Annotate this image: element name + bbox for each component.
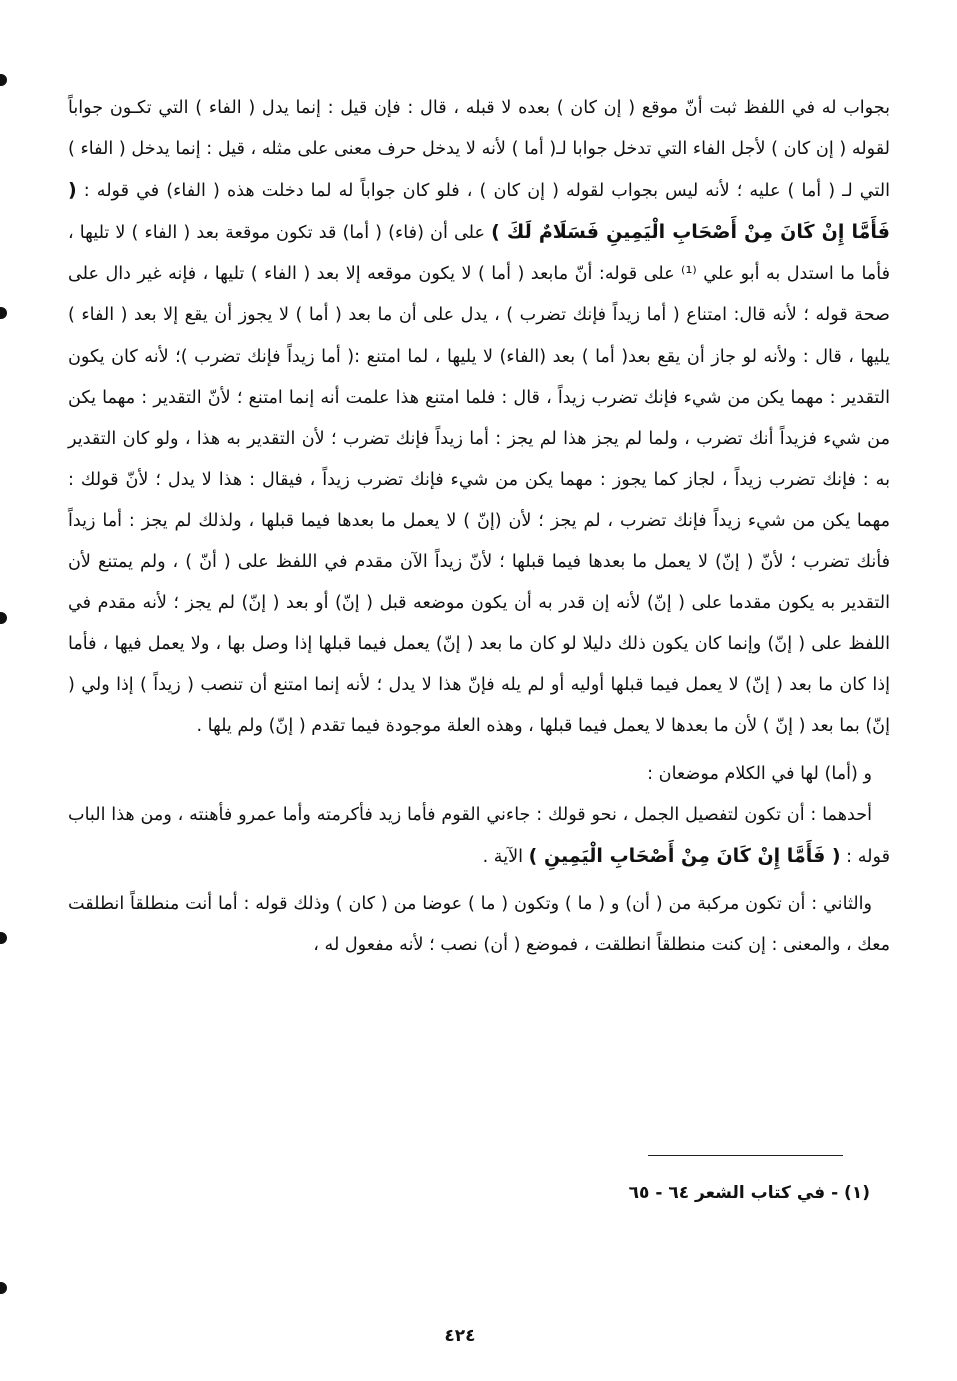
footnote-divider bbox=[648, 1155, 843, 1156]
main-text-block bbox=[68, 88, 890, 966]
paragraph-1 bbox=[68, 88, 890, 748]
footnote: (١) - في كتاب الشعر ٦٤ - ٦٥ bbox=[628, 1183, 870, 1203]
paragraph-4 bbox=[68, 884, 890, 966]
scan-edge-mark bbox=[0, 1282, 7, 1294]
scan-edge-mark bbox=[0, 612, 7, 624]
paragraph-1-text-a: بجواب له في اللفظ ثبت أنّ موقع ( إن كان ) بعده لا قبله ، قال : فإن قيل : إنما يدل ( الفاء ) التي تكـون جواباً لقوله ( إن كان ) لأجل الفاء التي تدخل جوابا لـ( أما ) لأنه لا يدخل حرف معنى على مثله ، قيل : إنما يدخل ( الفاء ) التي لـ ( أما ) عليه ؛ لأنه ليس بجواب لقوله ( إن كان ) ، فلو كان جواباً له لما دخلت هذه ( الفاء) في قوله : bbox=[68, 98, 890, 202]
scan-edge-mark bbox=[0, 932, 7, 944]
paragraph-3 bbox=[68, 795, 890, 878]
paragraph-1-text-b: على أن (فاء) ( أما) قد تكون موقعة بعد ( الفاء ) لا تليها ، فأما ما استدل به أبو علي ⁽¹⁾ على قوله: أنّ مابعد ( أما ) لا يكون موقعه إلا بعد ( الفاء ) تليها ، فإنه غير دال على صحة قوله ؛ لأنه قال: امتناع ( أما زيداً فإنك تضرب ) ، يدل على أن ما بعد ( أما ) لا يجوز أن يقع إلا بعد ( الفاء ) يليها ، قال : ولأنه لو جاز أن يقع بعد( أما ) بعد (الفاء) لا يليها ، لما امتنع :( أما زيداً فإنك تضرب )؛ لأنه كان يكون التقدير : مهما يكن من شيء فإنك تضرب زيداً ، قال : فلما امتنع هذا علمت أنه إنما امتنع ؛ لأنّ التقدير : مهما يكن من شيء فزيداً أنك تضرب ، ولما لم يجز هذا لم يجز : أما زيداً فإنك تضرب ؛ لأن التقدير به هذا ، ولو كان التقدير به : فإنك تضرب زيداً ، لجاز كما يجوز : مهما يكن من شيء فإنك تضرب زيداً ، فيقال : هذا لا يدل ؛ لأنّ قولك : مهما يكن من شيء زيداً فإنك تضرب ، لم يجز ؛ لأن (إنّ ) لا يعمل ما بعدها فيما قبلها ، ولذلك لم يجز : أما زيداً فأنك تضرب ؛ لأنّ ( إنّ) لا يعمل ما بعدها فيما قبلها ؛ لأنّ زيداً الآن مقدم في اللفظ على ( أنّ ) ، ولم يمتنع لأن التقدير به يكون مقدما على ( إنّ) لأنه إن قدر به أن يكون موضعه قبل ( إنّ) أو بعد ( إنّ) لم يجز ؛ لأنه مقدم في اللفظ على ( إنّ) وإنما كان يكون ذلك دليلا لو كان ما بعد ( إنّ) يعمل فيما قبلها إذا وصل بها ، ولا يعمل فيها ، فأما إذا كان ما بعد ( إنّ) لا يعمل فيما قبلها أوليه أو لم يله فإنّ هذا لا يدل ؛ لأنه إنما امتنع أن تنصب ( زيداً ) إذا ولي ( إنّ) بما بعد ( إنّ ) لأن ما بعدها لا يعمل فيما قبلها ، وهذه العلة موجودة فيما تقدم ( إنّ) ولم يلها . bbox=[68, 223, 890, 737]
paragraph-3-quran-verse: ( فَأَمَّا إِنْ كَانَ مِنْ أَصْحَابِ الْيَمِينِ ) bbox=[528, 844, 841, 867]
paragraph-3-text-b: الآية . bbox=[482, 846, 529, 867]
paragraph-2 bbox=[68, 754, 890, 795]
scan-edge-mark bbox=[0, 307, 7, 319]
paragraph-4-text: والثاني : أن تكون مركبة من ( أن) و ( ما ) وتكون ( ما ) عوضا من ( كان ) وذلك قوله : أما أنت منطلقاً انطلقت معك ، والمعنى : إن كنت منطلقاً انطلقت ، فموضع ( أن) نصب ؛ لأنه مفعول له ، bbox=[68, 893, 890, 955]
page-number: ٤٢٤ bbox=[444, 1326, 476, 1346]
paragraph-2-text: و (أما) لها في الكلام موضعان : bbox=[647, 763, 872, 784]
paragraph-3-text-a: أحدهما : أن تكون لتفصيل الجمل ، نحو قولك : جاءني القوم فأما زيد فأكرمته وأما عمرو فأهنته ، ومن هذا الباب قوله : bbox=[68, 804, 890, 867]
paragraph-1-quran-verse: ( فَأَمَّا إِنْ كَانَ مِنْ أَصْحَابِ الْيَمِينِ فَسَلَامٌ لَكَ ) bbox=[68, 179, 890, 244]
scan-edge-mark bbox=[0, 74, 7, 86]
